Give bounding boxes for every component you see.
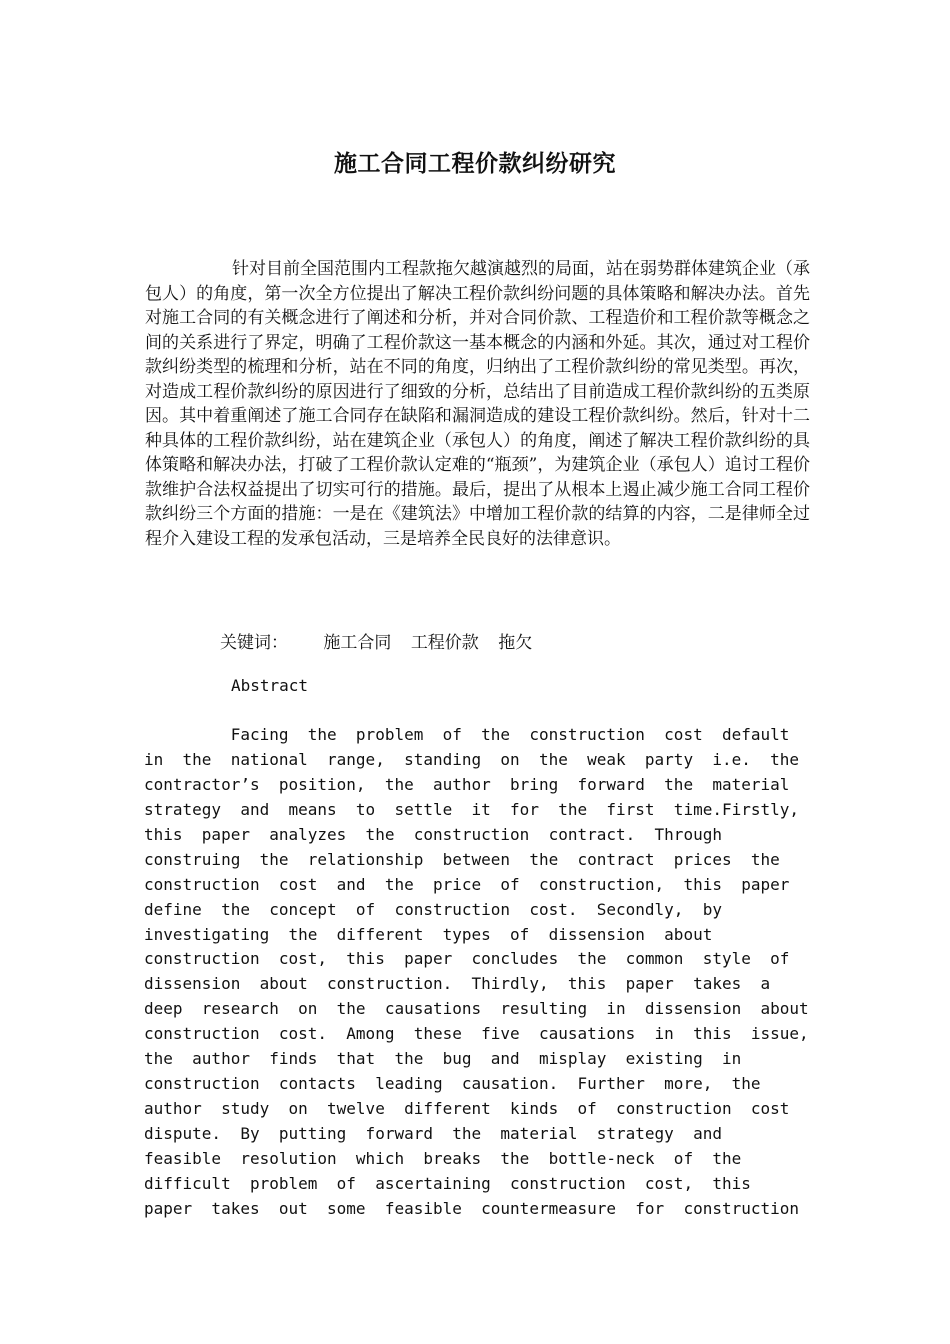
english-abstract-line: feasible resolution which breaks the bottle-neck of the <box>144 1148 742 1168</box>
english-abstract-line: construction cost, this paper concludes the common style of <box>144 949 790 969</box>
chinese-abstract-paragraph: 针对目前全国范围内工程款拖欠越演越烈的局面，站在弱势群体建筑企业（承包人）的角度，第一次全方位提出了解决工程价款纠纷问题的具体策略和解决办法。首先对施工合同的有关概念进行了阐述和分析，并对合同价款、工程造价和工程价款等概念之间的关系进行了界定，明确了工程价款这一基本概念的内涵和外延。其次，通过对工程价款纠纷类型的梳理和分析，站在不同的角度，归纳出了工程价款纠纷的常见类型。再次，对造成工程价款纠纷的原因进行了细致的分析，总结出了目前造成工程价款纠纷的五类原因。其中着重阐述了施工合同存在缺陷和漏洞造成的建设工程价款纠纷。然后，针对十二种具体的工程价款纠纷，站在建筑企业（承包人）的角度，阐述了解决工程价款纠纷的具体策略和解决办法，打破了工程价款认定难的“瓶颈”，为建筑企业（承包人）追讨工程价款维护合法权益提出了切实可行的措施。最后，提出了从根本上遏止减少施工合同工程价款纠纷三个方面的措施：一是在《建筑法》中增加工程价款的结算的内容，二是律师全过程介入建设工程的发承包活动，三是培养全民良好的法律意识。 <box>145 259 810 549</box>
english-abstract-line: the author finds that the bug and misplay existing in <box>144 1049 742 1069</box>
english-abstract-line: dispute. By putting forward the material strategy and <box>144 1124 722 1143</box>
english-abstract-line: strategy and means to settle it for the first time.Firstly, <box>144 799 800 819</box>
english-abstract-line: dissension about construction. Thirdly, this paper takes a <box>144 974 771 994</box>
english-abstract-line: deep research on the causations resulting in dissension about <box>144 999 809 1019</box>
english-abstract-line: difficult problem of ascertaining construction cost, this <box>144 1173 751 1193</box>
english-abstract-line: construction cost and the price of construction, this paper <box>144 874 790 894</box>
page-title: 施工合同工程价款纠纷研究 <box>334 151 616 177</box>
english-abstract-line: in the national range, standing on the weak party i.e. the <box>144 749 800 769</box>
english-abstract-line: construction cost. Among these five causations in this issue, <box>144 1024 809 1044</box>
english-abstract-line: construing the relationship between the contract prices the <box>144 849 780 869</box>
keywords-line <box>220 628 546 653</box>
english-abstract-line: define the concept of construction cost. Secondly, by <box>144 899 722 919</box>
english-abstract-line: paper takes out some feasible countermeasure for construction <box>144 1198 800 1218</box>
english-abstract-line: Facing the problem of the construction cost default <box>144 725 790 744</box>
keyword-item: 工程价款 <box>410 633 479 653</box>
english-abstract-line: contractor’s position, the author bring forward the material <box>144 774 790 794</box>
english-abstract-line: author study on twelve different kinds of construction cost <box>144 1099 790 1119</box>
english-abstract-body <box>144 723 814 1222</box>
keywords-label: 关键词： <box>220 633 288 653</box>
english-abstract-line: this paper analyzes the construction contract. Through <box>144 824 722 844</box>
keyword-item: 施工合同 <box>323 633 392 653</box>
english-abstract-line: construction contacts leading causation. Further more, the <box>144 1074 761 1094</box>
english-abstract-heading: Abstract <box>231 676 309 695</box>
english-abstract-line: investigating the different types of dissension about <box>144 924 713 944</box>
keyword-item: 拖欠 <box>498 633 533 653</box>
